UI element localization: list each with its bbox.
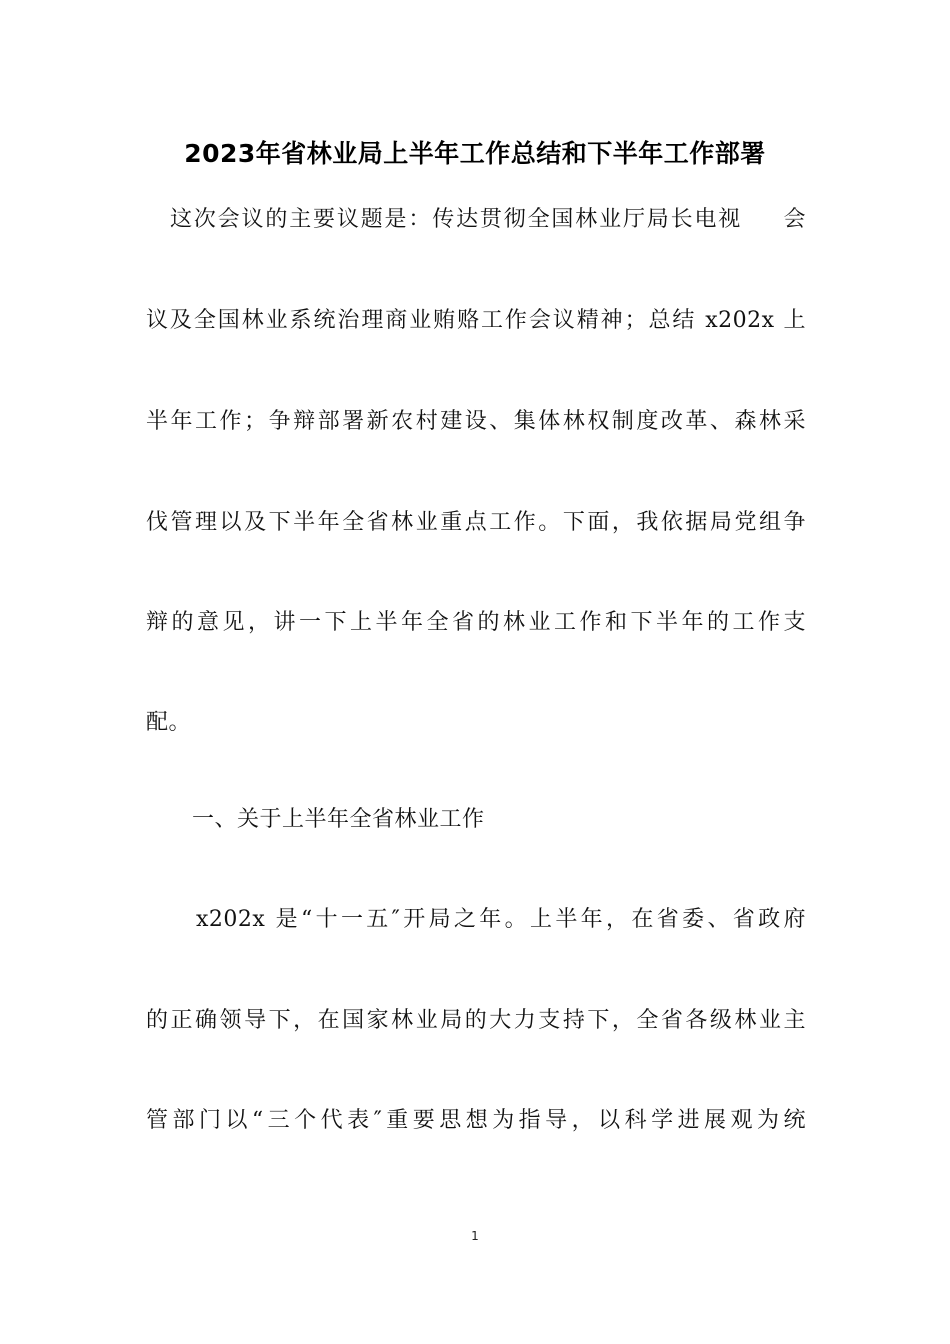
paragraph-line: 配。 (146, 710, 192, 735)
paragraph-line-text: 会 (782, 207, 806, 232)
paragraph-line: x202x 是“十一五″开局之年。上半年，在省委、省政府 (196, 907, 806, 932)
paragraph-line-text: 这次会议的主要议题是：传达贯彻全国林业厅局长电视 (170, 207, 743, 232)
paragraph-line (146, 200, 806, 240)
paragraph-line: 管部门以“三个代表″重要思想为指导，以科学进展观为统 (146, 1108, 806, 1133)
document-title: 2023年省林业局上半年工作总结和下半年工作部署 (184, 139, 766, 168)
paragraph-line: 的正确领导下，在国家林业局的大力支持下，全省各级林业主 (146, 1008, 806, 1033)
paragraph-line: 伐管理以及下半年全省林业重点工作。下面，我依据局党组争 (146, 510, 806, 535)
paragraph-line: 半年工作；争辩部署新农村建设、集体林权制度改革、森林采 (146, 409, 806, 434)
paragraph-line: 议及全国林业系统治理商业贿赂工作会议精神；总结 x202x 上 (146, 308, 806, 333)
page-number: 1 (471, 1229, 479, 1243)
section-heading: 一、关于上半年全省林业工作 (192, 807, 485, 832)
paragraph-line: 辩的意见，讲一下上半年全省的林业工作和下半年的工作支 (146, 610, 806, 635)
